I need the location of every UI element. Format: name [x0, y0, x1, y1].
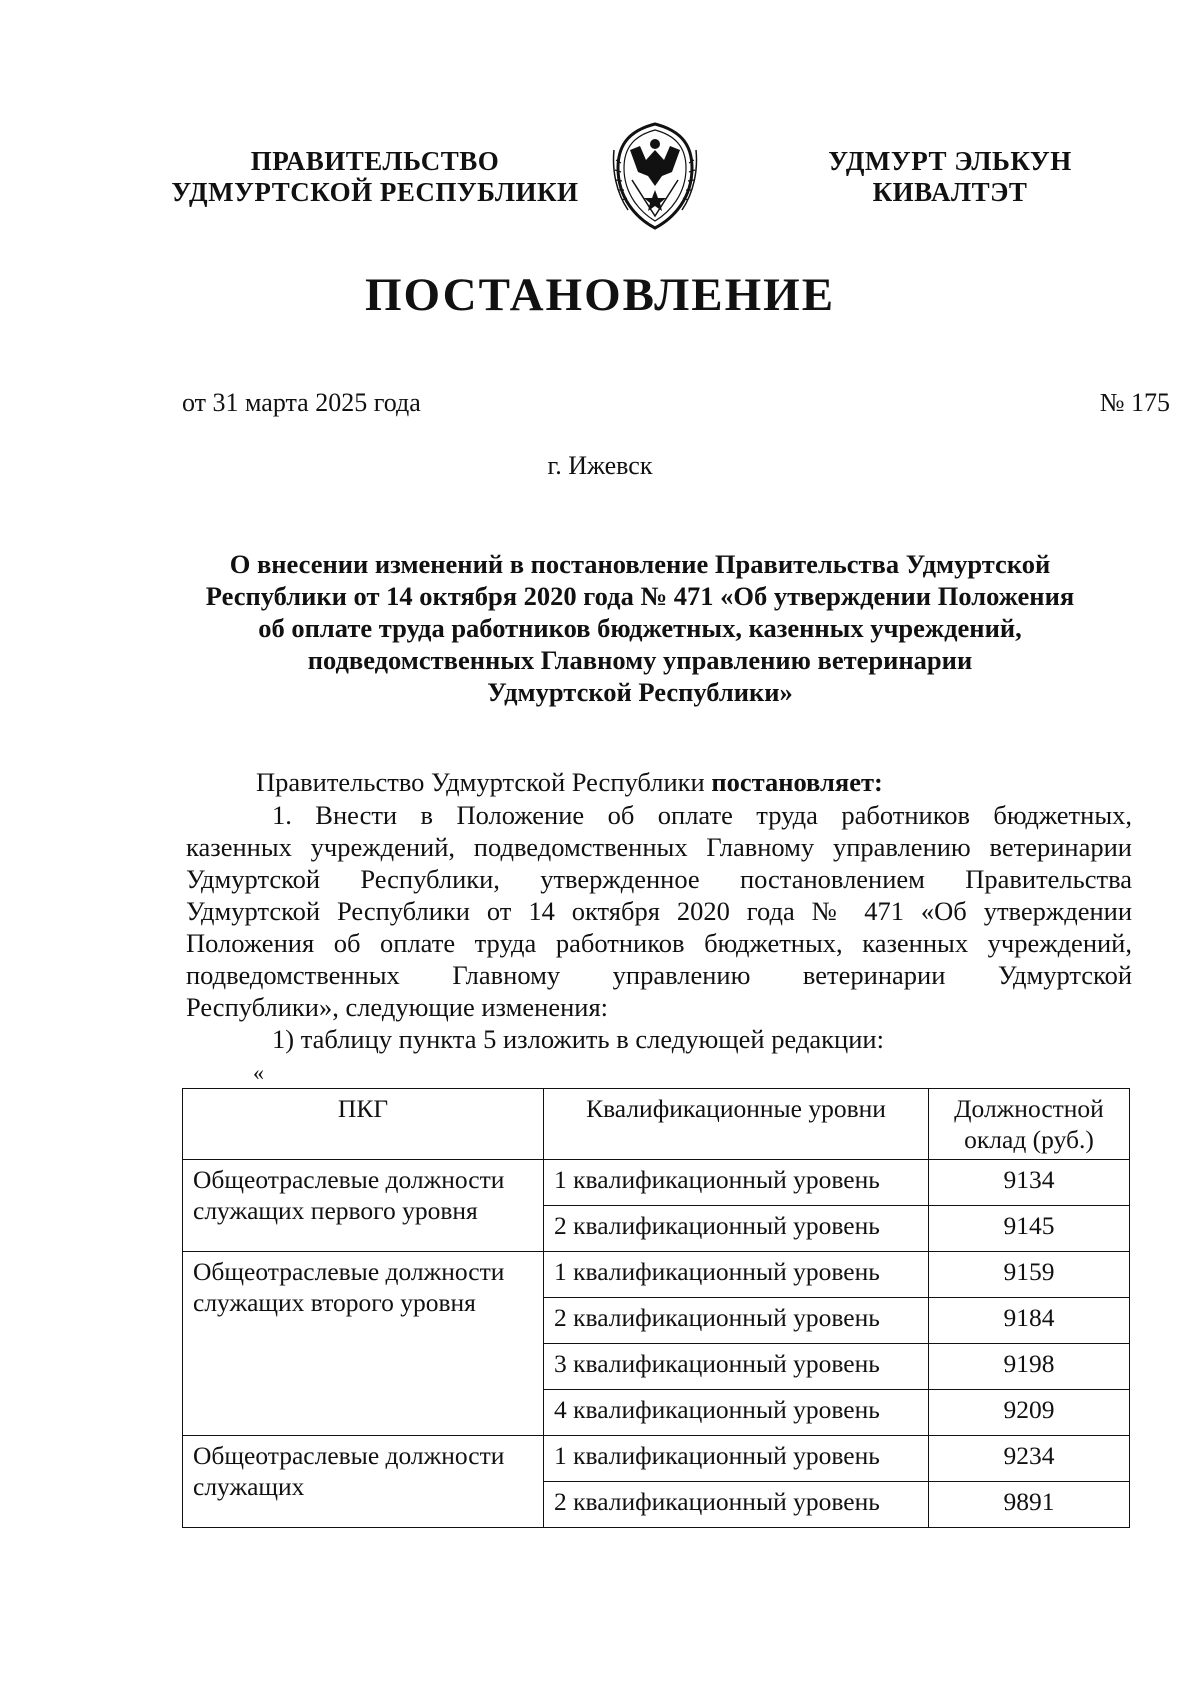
column-header-pkg: ПКГ [183, 1089, 544, 1160]
paragraph-line: Удмуртской Республики от 14 октября 2020 года № 471 «Об утверждении [186, 896, 1132, 926]
salary-value: 9891 [929, 1482, 1130, 1528]
pkg-group-name: Общеотраслевые должности служащих второго уровня [183, 1252, 544, 1436]
salary-value: 9159 [929, 1252, 1130, 1298]
lead-text: Правительство Удмуртской Республики [256, 767, 712, 797]
lead-paragraph [186, 766, 1132, 798]
issuer-line-2: УДМУРТСКОЙ РЕСПУБЛИКИ [171, 177, 579, 207]
document-title: ПОСТАНОВЛЕНИЕ [364, 269, 836, 321]
issuer-udmurt-line-2: КИВАЛТЭТ [872, 177, 1028, 207]
subject-line: подведомственных Главному управлению ветеринарии [307, 645, 973, 675]
pkg-group-name: Общеотраслевые должности служащих [183, 1436, 544, 1528]
clause-1-paragraph [186, 799, 1132, 1023]
paragraph-line: Республики», следующие изменения: [186, 992, 609, 1022]
issuer-udmurt-line-1: УДМУРТ ЭЛЬКУН [828, 146, 1072, 176]
coat-of-arms-icon [610, 120, 700, 232]
subject-line: об оплате труда работников бюджетных, казенных учреждений, [258, 613, 1022, 643]
qualification-level: 2 квалификационный уровень [544, 1206, 929, 1252]
subject-line: Удмуртской Республики» [487, 677, 793, 707]
salary-value: 9145 [929, 1206, 1130, 1252]
document-number: № 175 [1099, 388, 1170, 417]
table-header-row [183, 1089, 1130, 1160]
qualification-level: 4 квалификационный уровень [544, 1390, 929, 1436]
open-quote-mark: « [253, 1060, 264, 1085]
document-date: от 31 марта 2025 года [182, 388, 421, 417]
subclause-1: 1) таблицу пункта 5 изложить в следующей редакции: [272, 1024, 884, 1054]
document-subject [150, 548, 1130, 708]
issuer-line-1: ПРАВИТЕЛЬСТВО [250, 146, 500, 176]
qualification-level: 2 квалификационный уровень [544, 1482, 929, 1528]
table-row [183, 1160, 1130, 1206]
salary-value: 9209 [929, 1390, 1130, 1436]
paragraph-line: Удмуртской Республики, утвержденное постановлением Правительства [186, 864, 1132, 894]
qualification-level: 2 квалификационный уровень [544, 1298, 929, 1344]
salary-value: 9198 [929, 1344, 1130, 1390]
paragraph-line: Положения об оплате труда работников бюджетных, казенных учреждений, [186, 928, 1132, 958]
issuer-name-russian [150, 146, 600, 208]
column-header-levels: Квалификационные уровни [544, 1089, 929, 1160]
paragraph-line: 1. Внести в Положение об оплате труда работников бюджетных, [272, 800, 1132, 830]
issuer-name-udmurt [800, 146, 1100, 208]
paragraph-line: казенных учреждений, подведомственных Главному управлению ветеринарии [186, 832, 1132, 862]
table-row [183, 1252, 1130, 1298]
document-city: г. Ижевск [547, 451, 653, 480]
qualification-level: 1 квалификационный уровень [544, 1252, 929, 1298]
qualification-level: 3 квалификационный уровень [544, 1344, 929, 1390]
subject-line: О внесении изменений в постановление Правительства Удмуртской [229, 549, 1051, 579]
lead-verb: постановляет: [711, 767, 883, 797]
qualification-level: 1 квалификационный уровень [544, 1160, 929, 1206]
paragraph-line: подведомственных Главному управлению ветеринарии Удмуртской [186, 960, 1132, 990]
salary-value: 9234 [929, 1436, 1130, 1482]
salary-table [182, 1088, 1130, 1528]
table-row [183, 1436, 1130, 1482]
column-header-salary: Должностной оклад (руб.) [929, 1089, 1130, 1160]
subject-line: Республики от 14 октября 2020 года № 471 «Об утверждении Положения [205, 581, 1075, 611]
qualification-level: 1 квалификационный уровень [544, 1436, 929, 1482]
salary-value: 9184 [929, 1298, 1130, 1344]
pkg-group-name: Общеотраслевые должности служащих первого уровня [183, 1160, 544, 1252]
salary-value: 9134 [929, 1160, 1130, 1206]
